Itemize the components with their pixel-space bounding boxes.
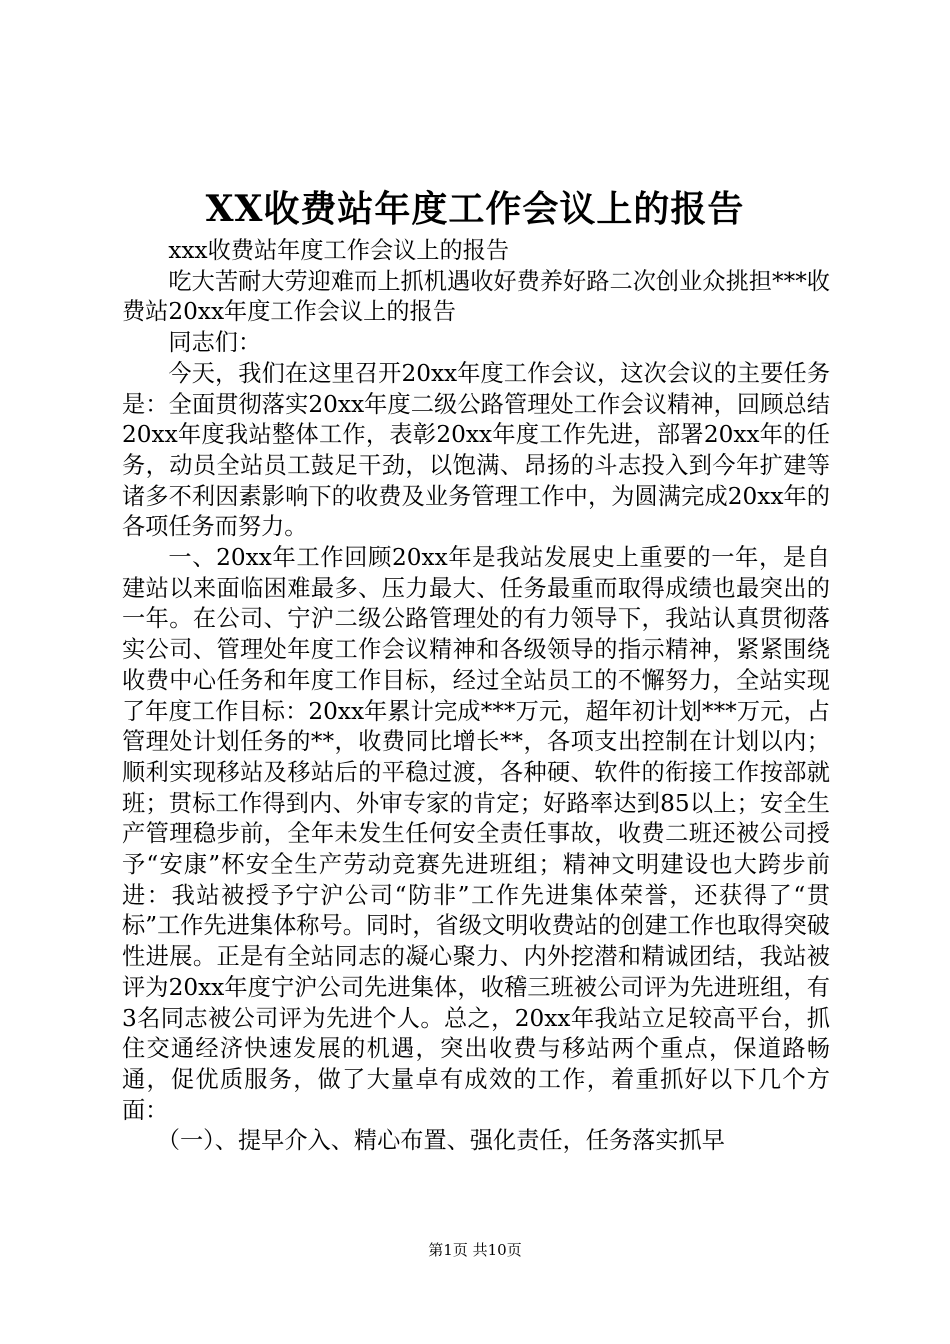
paragraph: 一、20xx年工作回顾20xx年是我站发展史上重要的一年，是自建站以来面临困难最多、压力最大、任务最重而取得成绩也最突出的一年。在公司、宁沪二级公路管理处的有力领导下，我站认真贯彻落实公司、管理处年度工作会议精神和各级领导的指示精神，紧紧围绕收费中心任务和年度工作目标，经过全站员工的不懈努力，全站实现了年度工作目标：20xx年累计完成***万元，超年初计划***万元，占管理处计划任务的**，收费同比增长**，各项支出控制在计划以内；顺利实现移站及移站后的平稳过渡，各种硬、软件的衔接工作按部就班；贯标工作得到内、外审专家的肯定；好路率达到85以上；安全生产管理稳步前，全年未发生任何安全责任事故，收费二班还被公司授予“安康”杯安全生产劳动竞赛先进班组；精神文明建设也大跨步前进：我站被授予宁沪公司“防非”工作先进集体荣誉，还获得了“贯标”工作先进集体称号。同时，省级文明收费站的创建工作也取得突破性进展。正是有全站同志的凝心聚力、内外挖潜和精诚团结，我站被评为20xx年度宁沪公司先进集体，收稽三班被公司评为先进班组，有3名同志被公司评为先进个人。总之，20xx年我站立足较高平台，抓住交通经济快速发展的机遇，突出收费与移站两个重点，保道路畅通，促优质服务，做了大量卓有成效的工作，着重抓好以下几个方面： [122,544,830,1124]
paragraph: 同志们： [168,329,262,357]
paragraph: 今天，我们在这里召开20xx年度工作会议，这次会议的主要任务是：全面贯彻落实20xx年度二级公路管理处工作会议精神，回顾总结20xx年度我站整体工作，表彰20xx年度工作先进，部署20xx年的任务，动员全站员工鼓足干劲，以饱满、昂扬的斗志投入到今年扩建等诸多不利因素影响下的收费及业务管理工作中，为圆满完成20xx年的各项任务而努力。 [122,359,830,541]
document-body [122,236,830,1157]
paragraph: xxx收费站年度工作会议上的报告 [168,237,510,264]
paragraph: （一）、提早介入、精心布置、强化责任，任务落实抓早 [156,1127,725,1155]
page-number: 第1页 共10页 [428,1241,522,1259]
document-title: XX收费站年度工作会议上的报告 [205,188,745,230]
paragraph: 吃大苦耐大劳迎难而上抓机遇收好费养好路二次创业众挑担***收费站20xx年度工作会议上的报告 [122,267,830,326]
